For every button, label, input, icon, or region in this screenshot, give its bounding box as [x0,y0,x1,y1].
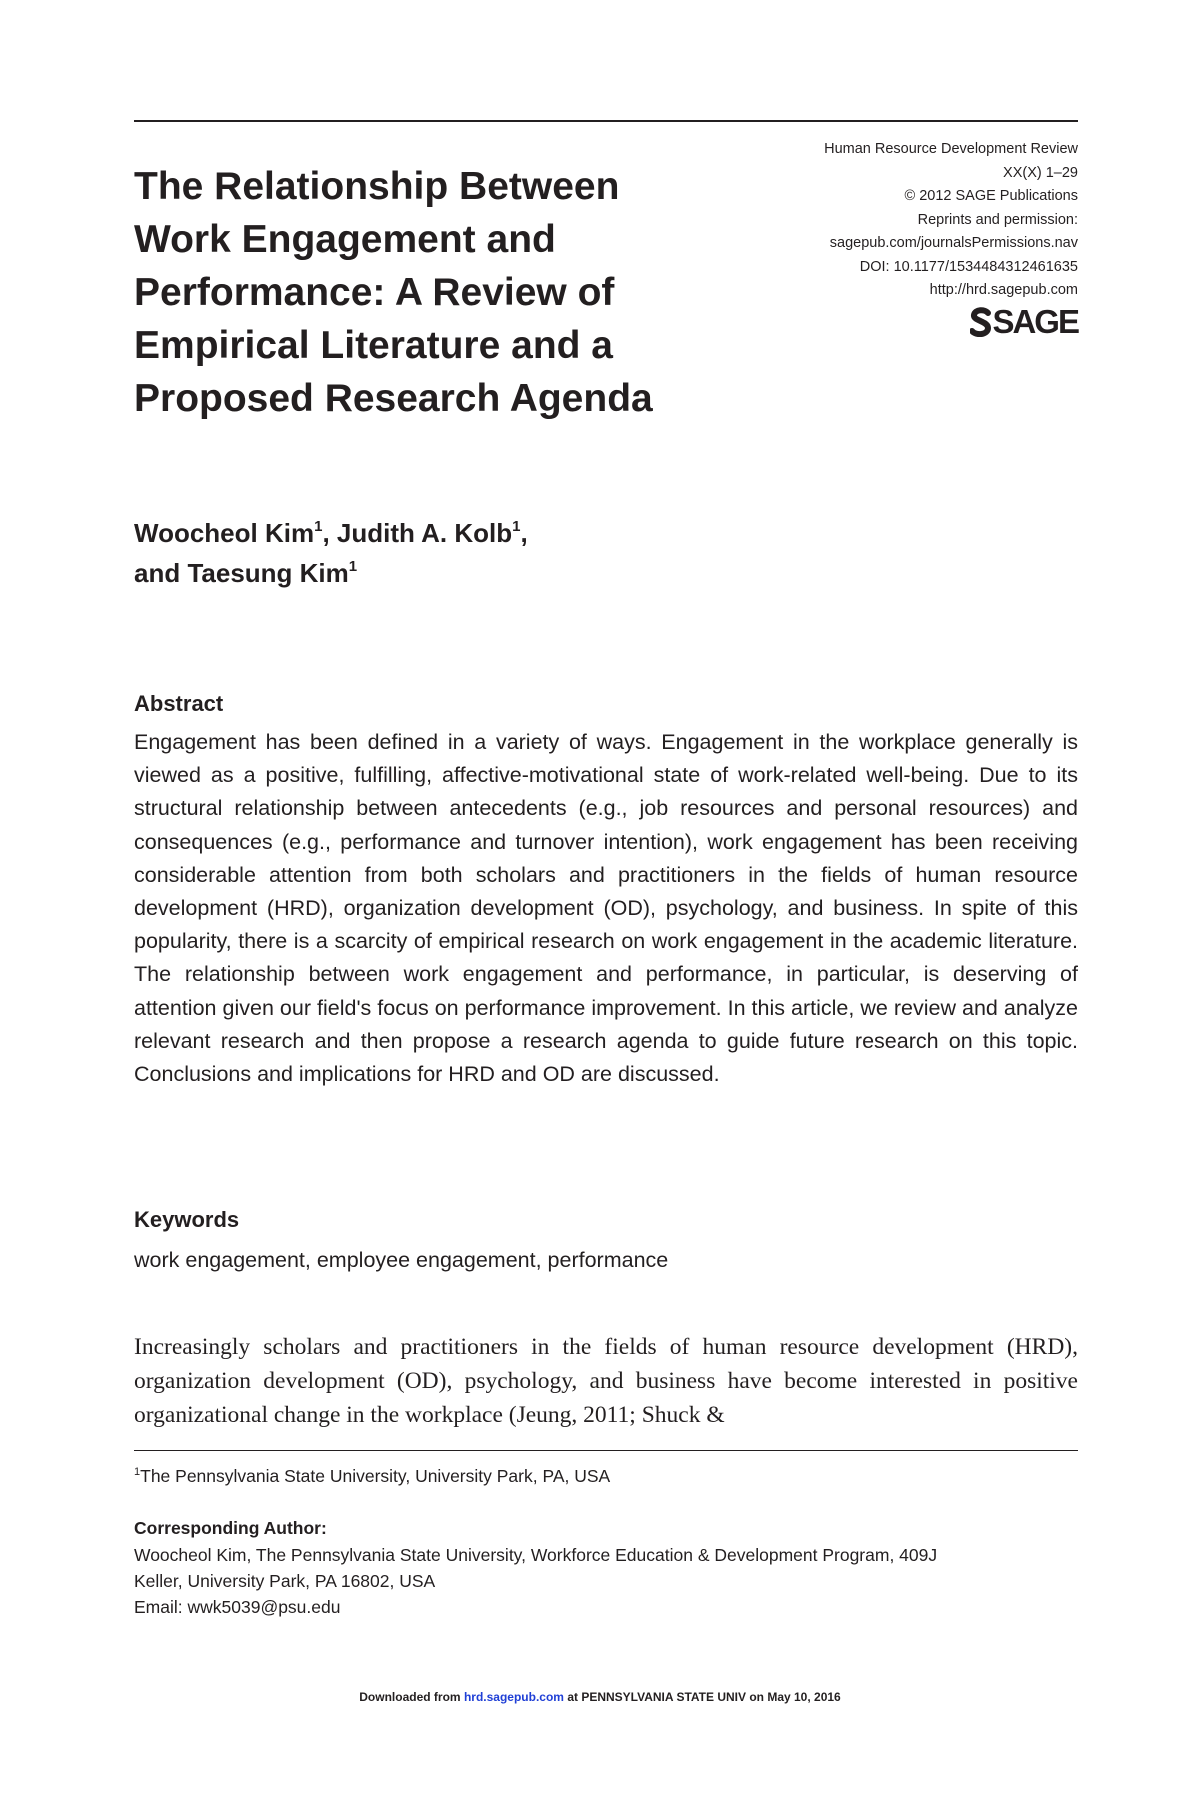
journal-meta [718,138,1078,303]
author-separator: , [520,518,528,548]
keywords-heading: Keywords [134,1207,240,1232]
author-line [134,513,528,553]
header-rule [134,120,1078,122]
journal-volume: XX(X) 1–29 [1003,164,1078,181]
title-line: The Relationship Between [134,165,620,208]
affiliation-footnote [134,1464,610,1488]
title-line: Empirical Literature and a [134,324,613,367]
sage-logo-text: SAGE [992,303,1078,340]
title-line: Work Engagement and [134,218,556,261]
download-link[interactable]: hrd.sagepub.com [463,1690,564,1704]
corresponding-author-details [134,1542,1078,1620]
copyright-line: © 2012 SAGE Publications [904,188,1078,204]
abstract-text: Engagement has been defined in a variety of ways. Engagement in the workplace generally is viewed as a positive, fulfilling, affective-motivational state of work-related well-being. Due to its structural relationship between antecedents (e.g., job resources and personal resources) and consequences (e.g., performance and turnover intention), work engagement has been receiving considerable attention from both scholars and practitioners in the fields of human resource development (HRD), organization development (OD), psychology, and business. In spite of this popularity, there is a scarcity of empirical research on work engagement in the academic literature. The relationship between work engagement and performance, in particular, is deserving of attention given our field's focus on performance improvement. In this article, we review and analyze relevant research and then propose a research agenda to guide future research on this topic. Conclusions and implications for HRD and OD are discussed. [134,730,1078,1087]
sage-logo-mark-icon [970,307,992,337]
title-line: Performance: A Review of [134,271,615,314]
footnote-text: The Pennsylvania State University, University Park, PA, USA [140,1466,611,1486]
download-note [0,1690,1200,1704]
title-line: Proposed Research Agenda [134,377,653,420]
author-line [134,553,528,593]
corresponding-email[interactable]: Email: wwk5039@psu.edu [134,1597,341,1617]
article-title [134,160,734,425]
download-prefix: Downloaded from [359,1690,461,1704]
intro-paragraph: Increasingly scholars and practitioners in the fields of human resource development (HRD), organization development (OD), psychology, and business have become interested in positive organizational change in the workplace (Jeung, 2011; Shuck & [134,1334,1078,1428]
download-suffix: at PENNSYLVANIA STATE UNIV on May 10, 2016 [567,1690,841,1704]
sage-logo [970,305,1078,339]
permissions-link[interactable]: sagepub.com/journalsPermissions.nav [829,235,1078,251]
author-name: and Taesung Kim [134,558,349,588]
affiliation-marker: 1 [348,558,358,575]
corresponding-line: Keller, University Park, PA 16802, USA [134,1571,436,1591]
footnote-marker: 1 [134,1466,141,1478]
abstract-heading: Abstract [134,691,224,716]
keywords-text: work engagement, employee engagement, performance [134,1248,669,1272]
journal-name: Human Resource Development Review [824,141,1078,157]
author-name: , Judith A. Kolb [322,518,513,548]
author-list [134,513,528,593]
reprints-line: Reprints and permission: [917,211,1078,228]
corresponding-author-heading: Corresponding Author: [134,1518,327,1538]
affiliation-marker: 1 [314,518,323,535]
corresponding-line: Woocheol Kim, The Pennsylvania State University, Workforce Education & Development Program, 409J [134,1545,938,1565]
doi-line: DOI: 10.1177/1534484312461635 [859,258,1078,275]
footnote-rule [134,1450,1078,1451]
journal-url-link[interactable]: http://hrd.sagepub.com [929,282,1078,298]
affiliation-marker: 1 [512,518,521,535]
author-name: Woocheol Kim [134,518,315,548]
